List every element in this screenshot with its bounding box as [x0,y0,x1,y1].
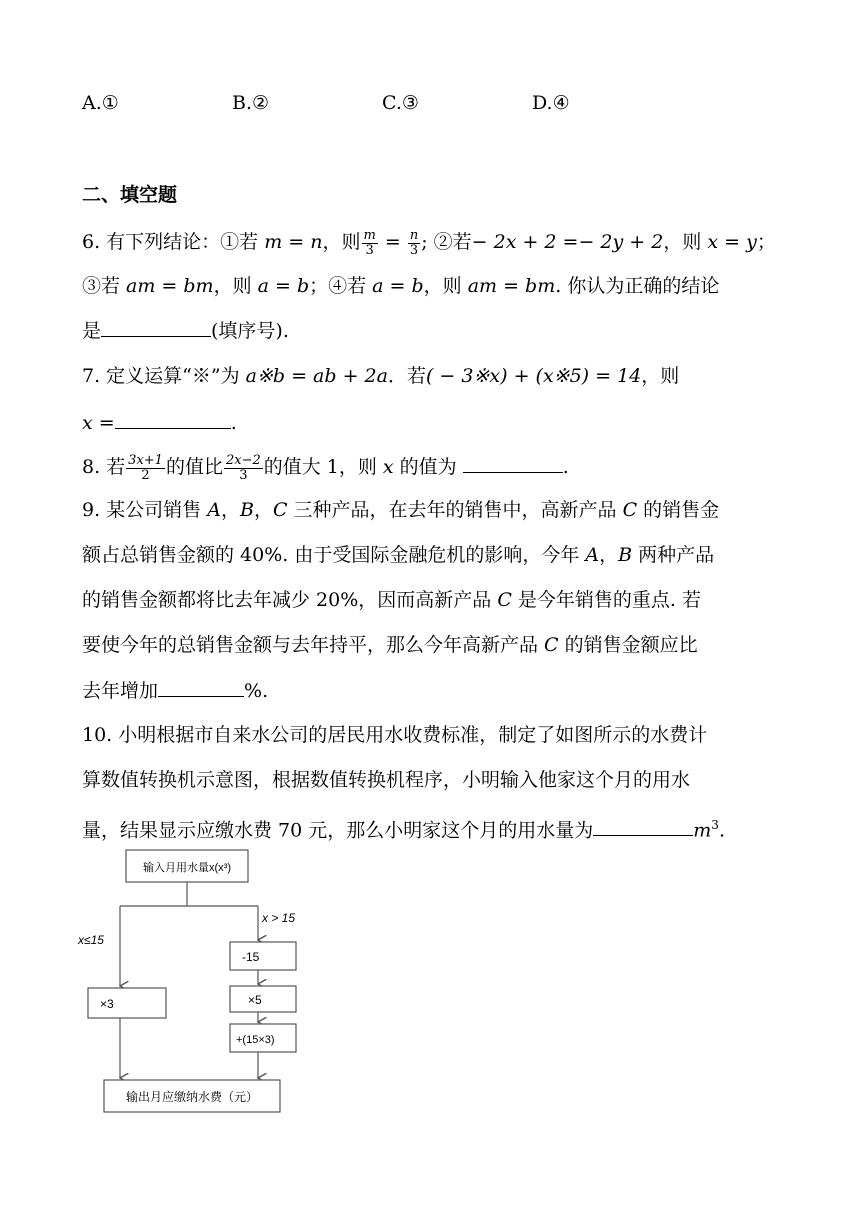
q9-answer-blank[interactable] [158,676,244,697]
q10-line-3: 量，结果显示应缴水费 70 元，那么小明家这个月的用水量为 $m^3$. [82,811,725,844]
q6-line-2: ③若 am = bm，则 a = b；④若 a = b，则 am = bm. 你认为正确的结论 [82,275,720,297]
q7-answer-blank[interactable] [115,408,231,429]
q10-line-1: 10. 小明根据市自来水公司的居民用水收费标准，制定了如图所示的水费计 [82,724,708,746]
q9-line-5: 去年增加 %. [82,676,268,705]
flow-input-label: 输入月用水量x(x³) [143,862,231,874]
q7-line-1: 7. 定义运算“※”为 a※b = ab + 2a．若( − 3※x) + (x※5) = 14，则 [82,365,680,387]
section-title: 二、填空题 [82,184,178,206]
q6-fraction-m: $\frac{m}{3}$ [363,227,376,258]
q8-fraction-2: $\frac{2x-2}{3}$ [225,452,261,483]
flow-right-box-2 [230,986,296,1012]
q10-answer-blank[interactable] [593,815,693,836]
flow-cond-right: x > 15 [262,911,296,925]
q9-line-2: 额占总销售金额的 40%. 由于受国际金融危机的影响，今年 A，B 两种产品 [82,544,715,566]
water-fee-flowchart [76,848,306,1128]
q8-line-1: 8. 若 $\frac{3x+1}{2}$ 的值比 $\frac{2x-2}{3}$ 的值大 1，则 x 的值为 . [82,452,569,483]
choice-d: D.④ [532,92,570,114]
choice-a: A.① [82,92,119,114]
q8-fraction-1: $\frac{3x+1}{2}$ [128,452,163,483]
flow-left-label: ×3 [100,997,114,1011]
flow-cond-left: x≤15 [78,933,104,947]
q9-line-3: 的销售金额都将比去年减少 20%，因而高新产品 C 是今年销售的重点. 若 [82,589,701,611]
q9-line-4: 要使今年的总销售金额与去年持平，那么今年高新产品 C 的销售金额应比 [82,634,698,656]
q6-line-3: 是 (填序号). [82,316,289,345]
q6-fraction-n: $\frac{n}{3}$ [409,227,419,258]
flow-right-label-3: +(15×3) [236,1034,275,1046]
choice-c: C.③ [382,92,419,114]
flow-right-box-1 [230,942,296,970]
q6-answer-blank[interactable] [101,316,211,337]
q10-line-2: 算数值转换机示意图，根据数值转换机程序，小明输入他家这个月的用水 [82,769,691,791]
flow-right-label-1: -15 [242,950,260,964]
q7-line-2: x = . [82,408,237,437]
q6-line-1: 6. 有下列结论：①若 m = n，则 $\frac{m}{3}$ = $\frac{n}{3}$ ; ②若− 2x + 2 =− 2y + 2，则 x = y； [82,227,776,258]
choice-b: B.② [232,92,270,114]
q9-line-1: 9. 某公司销售 A，B，C 三种产品，在去年的销售中，高新产品 C 的销售金 [82,499,720,521]
flow-output-label: 输出月应缴纳水费（元） [125,1090,259,1104]
flow-right-label-2: ×5 [248,993,262,1007]
q8-answer-blank[interactable] [463,452,563,473]
